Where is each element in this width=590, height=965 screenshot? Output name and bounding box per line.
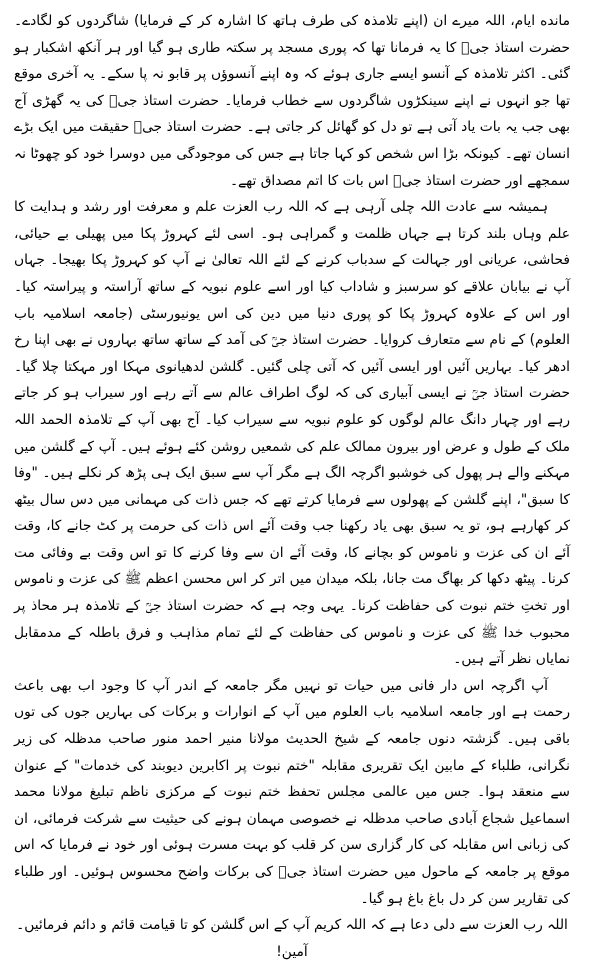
closing-prayer: اللہ رب العزت سے دلی دعا ہے کہ اللہ کریم آپ کے اس گلشن کو تا قیامت قائم و دائم فرمائیں۔ آمین! xyxy=(16,917,568,960)
paragraph-3: آپ اگرچہ اس دار فانی میں حیات تو نہیں مگر جامعہ کے اندر آپ کا وجود اب بھی باعث رحمت ہے اور جامعہ اسلامیہ باب العلوم میں آپ کے انوارات و برکات کی بہاریں جوں کی توں باقی ہیں۔ گزشتہ دنوں جامعہ کے شیخ الحدیث مولانا منیر احمد منور صاحب مدظلہ کی زیر نگرانی، طلباء کے مابین ایک تقریری مقابلہ "ختم نبوت پر اکابرین دیوبند کی خدمات" کے عنوان سے منعقد ہوا۔ جس میں عالمی مجلس تحفظ ختم نبوت کے مرکزی ناظم تبلیغ مولانا محمد اسماعیل شجاع آبادی صاحب مدظلہ نے خصوصی مہمان ہونے کی حیثیت سے شرکت فرمائی، ان کی زبانی اس مقابلہ کی کار گزاری سن کر قلب کو بہت مسرت ہوئی اور خود نے فرمایا کہ اس موقع پر جامعہ کے ماحول میں حضرت استاذ جیؒ کی برکات واضح محسوس ہوئیں۔ اور طلباء کی تقاریر سن کر دل باغ باغ ہو گیا۔ xyxy=(14,677,570,907)
paragraph-1: مانده ایام، اللہ میرے ان (اپنے تلامذہ کی طرف ہاتھ کا اشارہ کر کے فرمایا) شاگردوں کو لگادے۔ حضرت استاذ جیؒ کا یہ فرمانا تھا کہ پوری مسجد پر سکتہ طاری ہو گیا اور ہر آنکھ اشکبار ہو گئی۔ اکثر تلامذہ کے آنسو ایسے جاری ہوئے کہ وہ اپنے آنسوؤں پر قابو نہ پا سکے۔ یہ آخری موقع تھا جو انہوں نے اپنے سینکڑوں شاگردوں سے خطاب فرمایا۔ حضرت استاذ جیؒ کی یہ گھڑی آج بھی جب یہ بات یاد آتی ہے تو دل کو گھائل کر جاتی ہے۔ حضرت استاذ جیؒ حقیقت میں ایک بڑے انسان تھے۔ کیونکہ بڑا اس شخص کو کہا جاتا ہے جس کی موجودگی میں دوسرا خود کو چھوٹا نہ سمجھے اور حضرت استاذ جیؒ اس بات کا اتم مصداق تھے۔ xyxy=(14,13,570,189)
paragraph-2: ہمیشہ سے عادت اللہ چلی آرہی ہے کہ اللہ رب العزت علم و معرفت اور رشد و ہدایت کا علم وہاں بلند کرتا ہے جہاں ظلمت و گمراہی ہو۔ اسی لئے کہروڑ پکا میں پھیلی بے حیائی، فحاشی، عریانی اور جہالت کے سدباب کرنے کے لئے اللہ تعالیٰ نے آپ کو کہروڑ پکا بھیجا۔ جہاں آپ نے بیابان علاقے کو سرسبز و شاداب کیا اور اسے علوم نبویہ کے ساتھ آراستہ و پیراستہ کیا۔ اور اس کے علاوہ کہروڑ پکا کو پوری دنیا میں دین کی اس یونیورسٹی (جامعہ اسلامیہ باب العلوم) کے نام سے متعارف کروایا۔ حضرت استاذ جیؒ کی آمد کے ساتھ ساتھ بہاروں نے بھی اپنا رخ ادھر کیا۔ بہاریں آئیں اور ایسی آئیں کہ آتی چلی گئیں۔ گلشن لدھیانوی مہکا اور مہکتا چلا گیا۔ حضرت استاذ جیؒ نے ایسی آبیاری کی کہ لوگ اطراف عالم سے آتے رہے اور سیراب ہو کر جاتے رہے اور چہار دانگ عالم لوگوں کو علوم نبویہ سے سیراب کیا۔ آج بھی آپ کے تلامذہ الحمد اللہ ملک کے طول و عرض اور بیرون ممالک علم کی شمعیں روشن کئے ہوئے ہیں۔ آپ کے گلشن میں مہکنے والے ہر پھول کی خوشبو اگرچہ الگ ہے مگر آپ سے سبق ایک ہی پڑھ کر نکلے ہیں۔ "وفا کا سبق"، اپنے گلشن کے پھولوں سے فرمایا کرتے تھے کہ جس ذات کی مہمانی میں دس سال بیٹھ کر کھارہے ہو، تو یہ سبق بھی یاد رکھنا جب وقت آئے اس ذات کی حرمت پر کٹ جانے کا، وقت آئے ان کی عزت و ناموس کو بچانے کا، وقت آئے ان سے وفا کرنے کا تو اس وقت بے وفائی مت کرنا۔ پیٹھ دکھا کر بھاگ مت جانا، بلکہ میدان میں اتر کر اس محسن اعظم ﷺ کی عزت و ناموس اور تختِ ختم نبوت کی حفاظت کرنا۔ یہی وجہ ہے کہ حضرت استاذ جیؒ کے تلامذہ ہر محاذ پر محبوب خدا ﷺ کی عزت و ناموس کی حفاظت کے لئے تمام مذاہب و فرق باطلہ کے مدمقابل نمایاں نظر آتے ہیں۔ xyxy=(14,199,570,668)
